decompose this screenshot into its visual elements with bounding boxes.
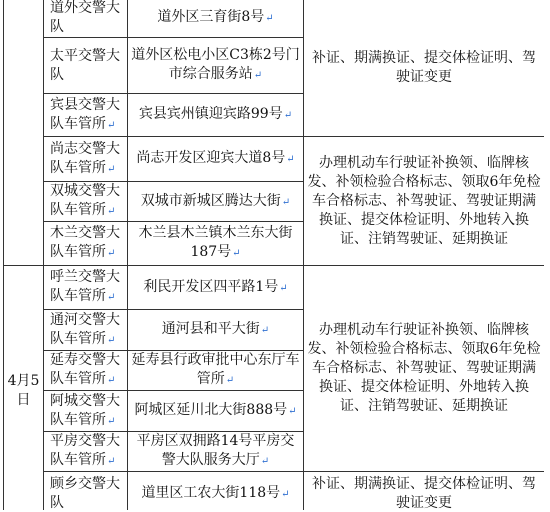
paragraph-mark-icon: ↵ — [253, 70, 263, 81]
unit-cell: 双城交警大队车管所↵ — [44, 182, 128, 222]
paragraph-mark-icon: ↵ — [107, 415, 116, 427]
office-schedule-table — [3, 0, 544, 510]
paragraph-mark-icon: ↵ — [107, 334, 116, 346]
unit-cell: 顾乡交警大队 — [44, 472, 128, 511]
unit-cell: 道外交警大队 — [44, 0, 128, 38]
table-row — [4, 137, 545, 182]
address-cell: 道外区松电小区C3栋2号门市综合服务站↵ — [128, 38, 304, 94]
paragraph-mark-icon: ↵ — [281, 196, 291, 208]
address-cell: 双城市新城区腾达大街↵ — [128, 182, 304, 222]
unit-cell: 尚志交警大队车管所↵ — [44, 137, 128, 182]
paragraph-mark-icon: ↵ — [281, 489, 290, 500]
address-cell: 道外区三育街8号↵ — [128, 0, 304, 38]
date-cell: 4月5日 — [4, 266, 44, 511]
table-row — [4, 0, 545, 38]
paragraph-mark-icon: ↵ — [107, 119, 116, 131]
address-cell: 阿城区延川北大街888号↵ — [128, 391, 304, 432]
paragraph-mark-icon: ↵ — [283, 110, 293, 121]
unit-cell: 阿城交警大队车管所↵ — [44, 391, 128, 432]
address-cell: 尚志开发区迎宾大道8号↵ — [128, 137, 304, 182]
paragraph-mark-icon: ↵ — [279, 282, 288, 294]
table-row — [4, 472, 545, 511]
date-cell — [4, 0, 44, 266]
address-cell: 利民开发区四平路1号↵ — [128, 266, 304, 310]
address-cell: 木兰县木兰镇木兰东大街187号↵ — [128, 222, 304, 266]
paragraph-mark-icon: ↵ — [107, 456, 116, 467]
unit-cell: 通河交警大队车管所↵ — [44, 310, 128, 351]
schedule-table-body — [4, 0, 545, 510]
services-cell: 办理机动车行驶证补换领、临牌核发、补领检验合格标志、领取6年免检车合格标志、补驾驶证、驾驶证期满换证、提交体检证明、外地转入换证、注销驾驶证、延期换证 — [304, 266, 545, 472]
address-cell: 宾县宾州镇迎宾路99号↵ — [128, 94, 304, 137]
paragraph-mark-icon: ↵ — [260, 325, 270, 336]
paragraph-mark-icon: ↵ — [260, 456, 270, 467]
paragraph-mark-icon: ↵ — [107, 292, 116, 303]
services-cell: 补证、期满换证、提交体检证明、驾驶证变更 — [304, 0, 545, 137]
unit-cell: 宾县交警大队车管所↵ — [44, 94, 128, 137]
paragraph-mark-icon: ↵ — [107, 375, 116, 386]
paragraph-mark-icon: ↵ — [107, 206, 116, 217]
unit-cell: 木兰交警大队车管所↵ — [44, 222, 128, 266]
schedule-table-wrapper — [3, 0, 544, 510]
paragraph-mark-icon: ↵ — [288, 406, 297, 417]
paragraph-mark-icon: ↵ — [225, 375, 235, 386]
address-cell: 平房区双拥路14号平房交警大队服务大厅↵ — [128, 432, 304, 472]
address-cell: 道里区工农大街118号↵ — [128, 472, 304, 511]
paragraph-mark-icon: ↵ — [265, 13, 274, 24]
address-cell: 延寿县行政审批中心东厅车管所↵ — [128, 351, 304, 391]
services-cell: 补证、期满换证、提交体检证明、驾驶证变更 — [304, 472, 545, 511]
paragraph-mark-icon: ↵ — [286, 154, 295, 165]
services-cell: 办理机动车行驶证补换领、临牌核发、补领检验合格标志、领取6年免检车合格标志、补驾驶证、驾驶证期满换证、提交体检证明、外地转入换证、注销驾驶证、延期换证 — [304, 137, 545, 266]
unit-cell: 呼兰交警大队车管所↵ — [44, 266, 128, 310]
paragraph-mark-icon: ↵ — [107, 163, 116, 175]
paragraph-mark-icon: ↵ — [232, 248, 241, 259]
unit-cell: 平房交警大队车管所↵ — [44, 432, 128, 472]
table-row — [4, 266, 545, 310]
unit-cell: 太平交警大队 — [44, 38, 128, 94]
paragraph-mark-icon: ↵ — [107, 248, 116, 259]
address-cell: 通河县和平大街↵ — [128, 310, 304, 351]
unit-cell: 延寿交警大队车管所↵ — [44, 351, 128, 391]
